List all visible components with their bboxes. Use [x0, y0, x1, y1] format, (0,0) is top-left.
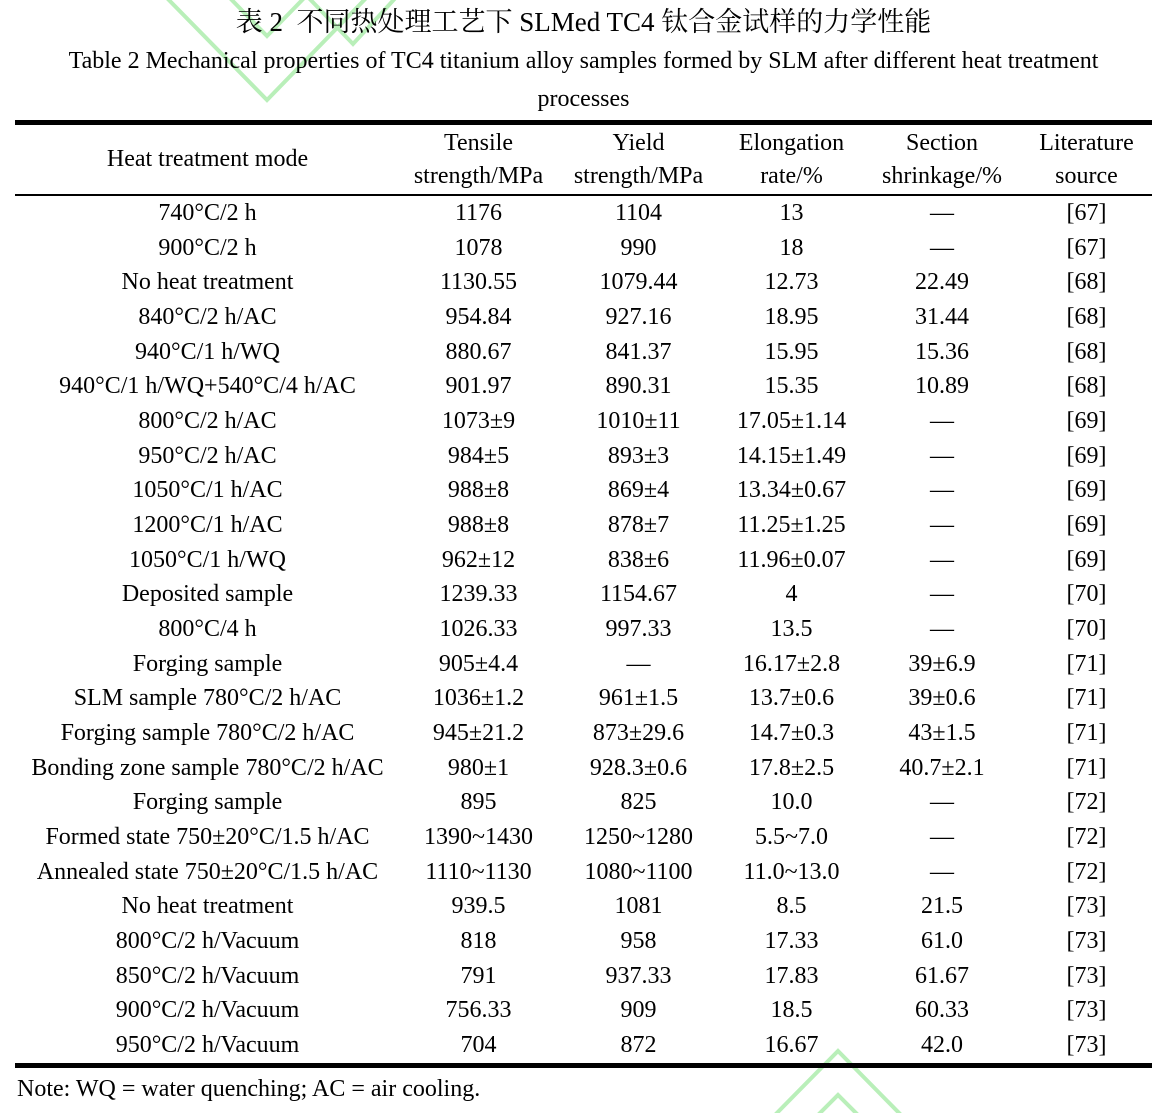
table-cell: 13.5 — [770, 615, 813, 642]
table-cell: 800°C/2 h/AC — [138, 407, 277, 434]
table-cell: 984±5 — [447, 442, 510, 469]
table-cell: 945±21.2 — [432, 719, 525, 746]
table-cell: 962±12 — [441, 546, 516, 573]
table-row — [15, 612, 1152, 647]
table-cell: 940°C/1 h/WQ — [135, 338, 280, 365]
table-cell: 939.5 — [451, 893, 506, 920]
table-cell: — — [930, 477, 954, 504]
table-cell: 937.33 — [605, 962, 672, 989]
col-header-label: rate/% — [760, 162, 823, 189]
table-cell: 1154.67 — [599, 581, 678, 608]
table-cell: 22.49 — [915, 269, 969, 296]
table-cell: 961±1.5 — [598, 685, 679, 712]
table-cell: [68] — [1066, 373, 1107, 400]
table-cell: 12.73 — [764, 269, 819, 296]
table-cell: Forging sample — [132, 650, 283, 677]
table-cell: No heat treatment — [121, 893, 294, 920]
table-cell: 756.33 — [445, 997, 512, 1024]
table-cell: 18 — [779, 234, 804, 261]
table-cell: [68] — [1066, 338, 1107, 365]
table-title-english-wrap: processes — [537, 86, 630, 112]
table-cell: [69] — [1066, 442, 1107, 469]
table-cell: Forging sample — [132, 789, 283, 816]
table-cell: Forging sample 780°C/2 h/AC — [60, 719, 355, 746]
col-header-section-shrinkage — [863, 123, 1021, 196]
table-cell: 1081 — [614, 893, 663, 920]
table-cell: 11.96±0.07 — [737, 546, 846, 573]
table-cell: — — [930, 546, 954, 573]
table-cell: 1130.55 — [439, 269, 518, 296]
table-row — [15, 473, 1152, 508]
table-cell: 1104 — [614, 199, 663, 226]
table-row — [15, 993, 1152, 1028]
table-row — [15, 889, 1152, 924]
table-cell: [68] — [1066, 303, 1107, 330]
table-cell: 17.8±2.5 — [748, 754, 835, 781]
table-cell: 10.89 — [915, 373, 969, 400]
table-cell: 825 — [620, 789, 657, 816]
table-cell: 8.5 — [776, 893, 807, 920]
table-cell: 1200°C/1 h/AC — [132, 511, 283, 538]
table-cell: 895 — [460, 789, 497, 816]
table-row — [15, 577, 1152, 612]
col-header-heat-treatment-mode — [15, 123, 400, 196]
table-row — [15, 543, 1152, 578]
table-cell: [67] — [1066, 199, 1107, 226]
table-body — [15, 195, 1152, 1065]
table-row — [15, 924, 1152, 959]
mechanical-properties-table — [15, 120, 1152, 1068]
table-cell: 988±8 — [447, 477, 510, 504]
table-cell: 17.05±1.14 — [736, 407, 847, 434]
table-cell: 11.0~13.0 — [743, 858, 840, 885]
table-cell: 1080~1100 — [584, 858, 693, 885]
table-cell: 39±0.6 — [908, 685, 976, 712]
table-row — [15, 195, 1152, 231]
table-row — [15, 508, 1152, 543]
table-cell: 39±6.9 — [908, 650, 976, 677]
col-header-label: strength/MPa — [413, 162, 544, 189]
table-cell: 954.84 — [445, 303, 512, 330]
table-cell: 901.97 — [445, 373, 512, 400]
table-cell: 17.83 — [764, 962, 819, 989]
table-row — [15, 335, 1152, 370]
table-cell: 31.44 — [915, 303, 969, 330]
table-cell: 15.36 — [915, 338, 969, 365]
table-cell: 1050°C/1 h/AC — [132, 477, 283, 504]
table-row — [15, 681, 1152, 716]
table-cell: 800°C/4 h — [158, 615, 257, 642]
table-cell: [71] — [1066, 754, 1107, 781]
table-cell: [73] — [1066, 997, 1107, 1024]
table-cell: 980±1 — [447, 754, 510, 781]
table-cell: 11.25±1.25 — [737, 511, 846, 538]
table-row — [15, 751, 1152, 786]
table-cell: [71] — [1066, 650, 1107, 677]
table-cell: 791 — [460, 962, 497, 989]
col-header-label: Literature — [1039, 129, 1134, 156]
table-cell: 43±1.5 — [908, 719, 976, 746]
table-cell: 841.37 — [605, 338, 672, 365]
col-header-label: Tensile — [444, 129, 513, 156]
table-title-english: Table 2 Mechanical properties of TC4 titanium alloy samples formed by SLM after different heat treatment — [68, 48, 1099, 74]
table-cell: — — [930, 823, 954, 850]
table-cell: 950°C/2 h/Vacuum — [115, 1031, 300, 1058]
col-header-label: Heat treatment mode — [106, 146, 309, 172]
table-cell: — — [930, 615, 954, 642]
table-cell: 42.0 — [921, 1031, 963, 1058]
watermark-chevron-bottom-inner — [813, 1095, 863, 1113]
table-cell: [70] — [1066, 581, 1107, 608]
table-cell: 18.95 — [764, 303, 819, 330]
table-cell: 940°C/1 h/WQ+540°C/4 h/AC — [59, 373, 356, 400]
col-header-label: shrinkage/% — [882, 162, 1002, 189]
table-cell: 5.5~7.0 — [755, 823, 828, 850]
table-cell: 890.31 — [605, 373, 672, 400]
table-header-row — [15, 123, 1152, 196]
table-cell: — — [930, 789, 954, 816]
table-cell: [72] — [1066, 789, 1107, 816]
table-cell: [72] — [1066, 823, 1107, 850]
col-header-tensile-strength — [400, 123, 557, 196]
table-cell: SLM sample 780°C/2 h/AC — [73, 685, 342, 712]
table-cell: 927.16 — [605, 303, 672, 330]
table-cell: 990 — [620, 234, 657, 261]
table-cell: [70] — [1066, 615, 1107, 642]
table-cell: 869±4 — [607, 477, 670, 504]
table-cell: 60.33 — [915, 997, 969, 1024]
table-cell: 988±8 — [447, 511, 510, 538]
table-cell: [72] — [1066, 858, 1107, 885]
table-row — [15, 300, 1152, 335]
table-cell: 16.17±2.8 — [742, 650, 841, 677]
table-cell: Annealed state 750±20°C/1.5 h/AC — [36, 858, 379, 885]
table-cell: 880.67 — [445, 338, 512, 365]
table-cell: 800°C/2 h/Vacuum — [115, 927, 300, 954]
table-cell: [73] — [1066, 893, 1107, 920]
table-row — [15, 716, 1152, 751]
table-cell: 900°C/2 h — [158, 234, 257, 261]
table-cell: — — [930, 858, 954, 885]
table-row — [15, 439, 1152, 474]
table-row — [15, 647, 1152, 682]
table-cell: Bonding zone sample 780°C/2 h/AC — [31, 754, 384, 781]
table-row — [15, 231, 1152, 266]
table-row — [15, 855, 1152, 890]
table-cell: 17.33 — [764, 927, 819, 954]
col-header-label: Yield — [612, 129, 665, 156]
table-cell: — — [930, 199, 954, 226]
table-cell: 900°C/2 h/Vacuum — [115, 997, 300, 1024]
table-row — [15, 785, 1152, 820]
table-cell: 14.15±1.49 — [736, 442, 847, 469]
table-row — [15, 1028, 1152, 1065]
table-cell: 1079.44 — [599, 269, 678, 296]
table-cell: [73] — [1066, 1031, 1107, 1058]
table-cell: 10.0 — [770, 789, 813, 816]
table-cell: [67] — [1066, 234, 1107, 261]
table-cell: 14.7±0.3 — [748, 719, 835, 746]
table-cell: 950°C/2 h/AC — [138, 442, 277, 469]
table-cell: 740°C/2 h — [158, 199, 257, 226]
col-header-label: Section — [906, 129, 978, 156]
table-cell: 840°C/2 h/AC — [138, 303, 277, 330]
table-cell: [69] — [1066, 407, 1107, 434]
table-cell: 16.67 — [764, 1031, 819, 1058]
table-cell: 958 — [620, 927, 657, 954]
table-cell: [69] — [1066, 546, 1107, 573]
table-row — [15, 959, 1152, 994]
table-cell: No heat treatment — [121, 269, 294, 296]
table-cell: [73] — [1066, 927, 1107, 954]
table-cell: 850°C/2 h/Vacuum — [115, 962, 300, 989]
table-header — [15, 123, 1152, 196]
table-cell: 18.5 — [770, 997, 813, 1024]
col-header-label: source — [1055, 162, 1118, 189]
table-cell: 818 — [460, 927, 497, 954]
table-footnote: Note: WQ = water quenching; AC = air cooling. — [17, 1076, 481, 1102]
table-cell: 1110~1130 — [425, 858, 532, 885]
table-row — [15, 820, 1152, 855]
table-cell: 61.67 — [915, 962, 969, 989]
table-cell: [71] — [1066, 719, 1107, 746]
table-cell: 928.3±0.6 — [589, 754, 688, 781]
table-row — [15, 369, 1152, 404]
table-cell: 4 — [785, 581, 798, 608]
col-header-elongation-rate — [720, 123, 863, 196]
col-header-label: strength/MPa — [573, 162, 704, 189]
table-cell: [69] — [1066, 511, 1107, 538]
table-cell: 873±29.6 — [592, 719, 685, 746]
table-cell: [68] — [1066, 269, 1107, 296]
table-cell: 1036±1.2 — [432, 685, 525, 712]
table-row — [15, 404, 1152, 439]
table-cell: 15.35 — [764, 373, 819, 400]
table-cell: 40.7±2.1 — [899, 754, 985, 781]
table-cell: 13.7±0.6 — [748, 685, 835, 712]
table-cell: 997.33 — [605, 615, 672, 642]
col-header-yield-strength — [557, 123, 720, 196]
table-cell: 1026.33 — [439, 615, 518, 642]
table-cell: — — [930, 442, 954, 469]
table-cell: Deposited sample — [121, 581, 294, 608]
col-header-label: Elongation — [738, 129, 845, 156]
table-cell: 872 — [620, 1031, 657, 1058]
table-cell: 838±6 — [607, 546, 670, 573]
table-cell: — — [930, 407, 954, 434]
table-cell: 1050°C/1 h/WQ — [129, 546, 286, 573]
col-header-literature-source — [1021, 123, 1152, 196]
table-cell: 1239.33 — [439, 581, 518, 608]
table-cell: 1176 — [454, 199, 503, 226]
table-cell: — — [930, 511, 954, 538]
table-cell: 61.0 — [921, 927, 963, 954]
table-cell: 1250~1280 — [584, 823, 693, 850]
table-cell: 878±7 — [607, 511, 670, 538]
table-cell: [73] — [1066, 962, 1107, 989]
table-cell: [71] — [1066, 685, 1107, 712]
table-cell: 13.34±0.67 — [736, 477, 847, 504]
table-cell: 1073±9 — [441, 407, 516, 434]
table-title-chinese: 表 2 不同热处理工艺下 SLMed TC4 钛合金试样的力学性能 — [235, 7, 932, 37]
table-cell: — — [626, 650, 651, 677]
table-cell: 21.5 — [921, 893, 963, 920]
table-cell: 909 — [620, 997, 657, 1024]
table-cell: Formed state 750±20°C/1.5 h/AC — [45, 823, 370, 850]
table-cell: 1078 — [454, 234, 503, 261]
table-cell: 13 — [779, 199, 804, 226]
table-cell: — — [930, 234, 954, 261]
table-cell: 905±4.4 — [438, 650, 519, 677]
table-cell: — — [930, 581, 954, 608]
table-cell: [69] — [1066, 477, 1107, 504]
table-cell: 704 — [460, 1031, 497, 1058]
table-cell: 1390~1430 — [424, 823, 533, 850]
table-cell: 893±3 — [607, 442, 670, 469]
table-row — [15, 265, 1152, 300]
table-cell: 1010±11 — [596, 407, 681, 434]
table-cell: 15.95 — [764, 338, 819, 365]
